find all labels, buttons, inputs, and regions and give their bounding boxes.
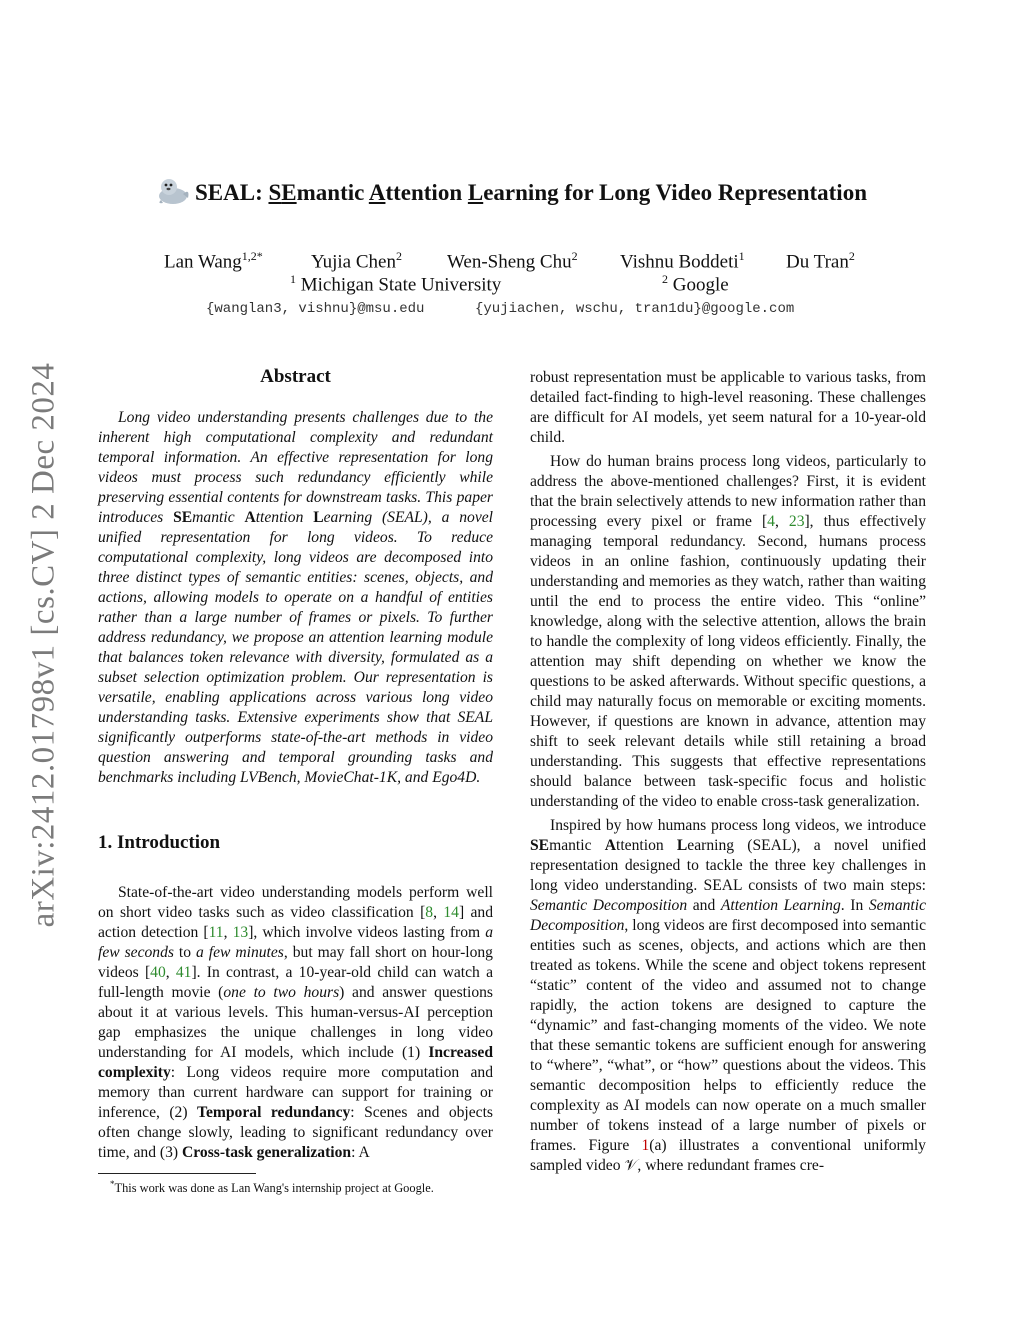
author: Vishnu Boddeti$^1$ <box>620 249 745 273</box>
right-column-body <box>530 368 926 1176</box>
footnote-rule <box>98 1173 256 1174</box>
introduction-body: State-of-the-art video understanding models perform well on short video tasks such as video classification [8, 14] and action detection [11, 13], which involve videos lasting from a few seconds to a few minutes, but may fall short on hour-long videos [40, 41]. In contrast, a 10-year-old child can watch a full-length movie (one to two hours) and answer questions about it at various levels. This human-versus-AI perception gap emphasizes the unique challenges in long video understanding for AI models, which include (1) Increased complexity: Long videos require more computation and memory than current hardware can support for training or inference, (2) Temporal redundancy: Scenes and objects often change slowly, leading to significant redundancy over time, and (3) Cross-task generalization: A <box>98 884 494 1161</box>
title-underlined-letter: S <box>268 180 282 205</box>
email-address[interactable]: {yujiachen, wschu, tran1du}@google.com <box>475 301 795 317</box>
author: Du Tran$^2$ <box>786 249 855 273</box>
author: Lan Wang$^{1,2*}$ <box>164 249 263 273</box>
abstract-heading: Abstract <box>260 366 331 387</box>
figure-ref-link[interactable]: 1 <box>641 1137 650 1154</box>
citation-link[interactable]: 41 <box>175 964 192 981</box>
citation-link[interactable]: 23 <box>788 513 805 530</box>
citation-link[interactable]: 11 <box>208 924 224 941</box>
title-prefix: SEAL: <box>194 180 269 205</box>
seal-icon <box>157 176 191 211</box>
affiliation: $^2$ Google <box>662 272 729 296</box>
title-underlined-letter: A <box>368 180 386 205</box>
paragraph: robust representation must be applicable to various tasks, from detailed fact-finding to high-level reasoning. These challenges are difficult for AI models, yet seem natural for a 10-year-old child. <box>530 369 926 446</box>
citation-link[interactable]: 8 <box>425 904 434 921</box>
title-text: ttention <box>385 180 468 205</box>
citation-link[interactable]: 14 <box>443 904 459 921</box>
arxiv-sidebar <box>24 350 64 940</box>
footnote: *This work was done as Lan Wang's internship project at Google. <box>110 1179 434 1196</box>
title-text: mantic <box>296 180 369 205</box>
section-heading: 1. Introduction <box>98 832 221 853</box>
author: Wen-Sheng Chu$^2$ <box>447 249 578 273</box>
title-underlined-letter: E <box>281 180 297 205</box>
citation-link[interactable]: 4 <box>767 513 775 530</box>
author: Yujia Chen$^2$ <box>311 249 402 273</box>
arxiv-identifier: arXiv:2412.01798v1 [cs.CV] 2 Dec 2024 <box>25 362 62 928</box>
citation-link[interactable]: 40 <box>150 964 166 981</box>
title-text: earning for Long Video Representation <box>483 180 867 205</box>
email-address[interactable]: {wanglan3, vishnu}@msu.edu <box>206 301 425 317</box>
abstract-body: Long video understanding presents challenges due to the inherent high computational complexity and redundant temporal information. An effective representation for long videos must process such redundancy efficiently while preserving essential contents for downstream tasks. This paper introduces SEmantic Attention Learning (SEAL), a novel unified representation for long videos. To reduce computational complexity, long videos are decomposed into three distinct types of semantic entities: scenes, objects, and actions, allowing models to operate on a handful of entities rather than a large number of frames or pixels. To further address redundancy, we propose an attention learning module that balances token relevance with diversity, formulated as a subset selection optimization problem. Our representation is versatile, enabling applications across various long video understanding tasks. Extensive experiments show that SEAL significantly outperforms state-of-the-art methods in video question answering and temporal grounding tasks and benchmarks including LVBench, MovieChat-1K, and Ego4D. <box>98 409 493 786</box>
paragraph: How do human brains process long videos, particularly to address the above-mentioned challenges? First, it is evident that the brain selectively attends to new information rather than processing every pixel or frame [4, 23], thus effectively managing temporal redundancy. Second, humans process videos in an online fashion, continuously updating their understanding and memories as they watch, rather than waiting until the end to process the entire video. This “online” knowledge, along with the selective attention, allows the brain to handle the complexity of long videos efficiently. Finally, the attention may shift depending on whether we know the questions to be asked afterwards. Without specific questions, a child may naturally focus on memorable or exciting moments. However, if questions are known in advance, attention may shift to seek relevant details while still retaining a broad understanding. This suggests that effective representations should balance between task-specific focus and holistic understanding of the video to enable cross-task generalization. <box>530 453 926 810</box>
title-underlined-letter: L <box>467 180 484 205</box>
paragraph: Inspired by how humans process long videos, we introduce SEmantic Attention Learning (SEAL), a novel unified representation designed to tackle the three key challenges in long video understanding. SEAL consists of two main steps: Semantic Decomposition and Attention Learning. In Semantic Decomposition, long videos are first decomposed into semantic entities such as scenes, objects, and actions which are then treated as tokens. While the scene and object tokens represent “static” content of the video and assumed not to change rapidly, the action tokens are designed to capture the “dynamic” and fast-changing moments of the video. We note that these semantic tokens are sufficient enough for answering to “where”, “what”, or “how” questions about the videos. This semantic decomposition helps to efficiently reduce the complexity as AI models can now operate on a much smaller number of tokens instead of a large number of pixels or frames. Figure 1(a) illustrates a conventional uniformly sampled video 𝒱, where redundant frames cre- <box>530 817 927 1174</box>
affiliation: $^1$ Michigan State University <box>290 272 502 296</box>
paper-title <box>0 176 1024 211</box>
citation-link[interactable]: 13 <box>232 924 249 941</box>
